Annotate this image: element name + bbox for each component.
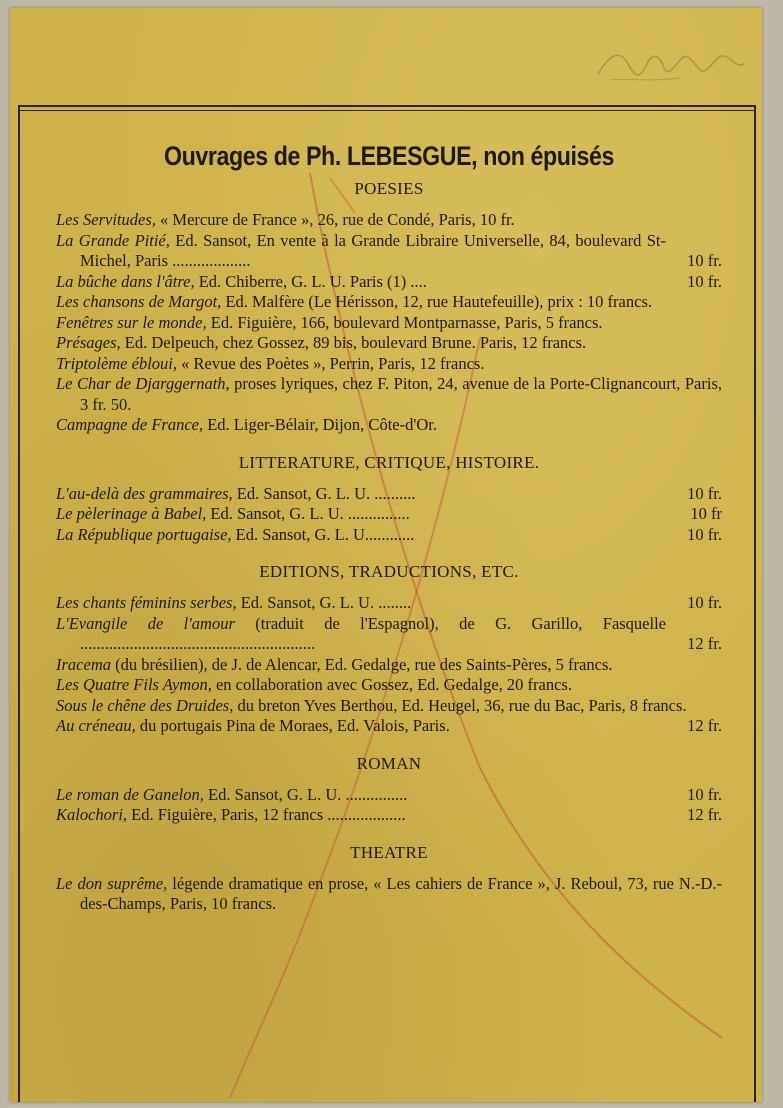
- list-item: Au créneau, du portugais Pina de Moraes, Ed. Valois, Paris. 12 fr.: [56, 716, 722, 735]
- poesies-list: [56, 210, 722, 436]
- top-rule: [18, 105, 756, 107]
- list-item: La République portugaise, Ed. Sansot, G. L. U............ 10 fr.: [56, 524, 722, 544]
- editions-list: [56, 593, 722, 737]
- roman-list: [56, 785, 722, 826]
- list-item: Campagne de France, Ed. Liger-Bélair, Dijon, Côte-d'Or.: [56, 415, 437, 434]
- top-rule-thin: [18, 110, 756, 111]
- list-item: Les chansons de Margot, Ed. Malfère (Le Hérisson, 12, rue Hautefeuille), prix : 10 francs.: [56, 292, 652, 311]
- section-heading-litterature: LITTERATURE, CRITIQUE, HISTOIRE.: [238, 452, 540, 472]
- frame-left-border: [18, 107, 20, 1102]
- list-item: Les Servitudes, « Mercure de France », 26, rue de Condé, Paris, 10 fr.: [56, 210, 515, 229]
- list-item: La bûche dans l'âtre, Ed. Chiberre, G. L. U. Paris (1) .... 10 fr.: [56, 271, 722, 291]
- section-heading-editions: EDITIONS, TRADUCTIONS, ETC.: [259, 562, 519, 581]
- handwritten-signature: [590, 34, 750, 94]
- list-item: Kalochori, Ed. Figuière, Paris, 12 francs ................... 12 fr.: [56, 805, 722, 824]
- list-item: Le Char de Djarggernath, proses lyriques, chez F. Piton, 24, avenue de la Porte-Clignancourt, Paris, 3 fr. 50.: [56, 374, 722, 414]
- document-title: Ouvrages de Ph. LEBESGUE, non épuisés: [164, 141, 614, 171]
- section-heading-poesies: POESIES: [354, 179, 424, 198]
- list-item: Iracema (du brésilien), de J. de Alencar, Ed. Gedalge, rue des Saints-Pères, 5 francs.: [56, 654, 613, 674]
- list-item: La Grande Pitié, Ed. Sansot, En vente à la Grande Libraire Universelle, 84, boulevard St-Michel, Paris ................... 10 fr.: [56, 230, 722, 270]
- list-item: L'Evangile de l'amour (traduit de l'Espagnol), de G. Garillo, Fasquelle ......................................................... 12 fr.: [56, 613, 722, 653]
- list-item: Sous le chêne des Druides, du breton Yves Berthou, Ed. Heugel, 36, rue du Bac, Paris, 8 francs.: [56, 695, 687, 715]
- document-content: [56, 140, 722, 915]
- frame-right-border: [754, 107, 756, 1102]
- litterature-list: [56, 484, 722, 546]
- section-heading-theatre: THEATRE: [350, 842, 428, 862]
- theatre-list: [56, 874, 722, 915]
- list-item: L'au-delà des grammaires, Ed. Sansot, G. L. U. .......... 10 fr.: [56, 483, 722, 503]
- list-item: Les chants féminins serbes, Ed. Sansot, G. L. U. ........ 10 fr.: [56, 593, 722, 612]
- document-sheet: [10, 8, 762, 1102]
- list-item: Le pèlerinage à Babel, Ed. Sansot, G. L. U. ............... 10 fr: [56, 504, 722, 523]
- list-item: Fenêtres sur le monde, Ed. Figuière, 166, boulevard Montparnasse, Paris, 5 francs.: [56, 312, 603, 332]
- list-item: Les Quatre Fils Aymon, en collaboration avec Gossez, Ed. Gedalge, 20 francs.: [56, 675, 572, 694]
- list-item: Le don suprême, légende dramatique en prose, « Les cahiers de France », J. Reboul, 73, rue N.-D.-des-Champs, Paris, 10 francs.: [56, 873, 723, 913]
- section-heading-roman: ROMAN: [356, 753, 422, 773]
- list-item: Présages, Ed. Delpeuch, chez Gossez, 89 bis, boulevard Brune. Paris, 12 francs.: [56, 333, 587, 352]
- list-item: Le roman de Ganelon, Ed. Sansot, G. L. U. ............... 10 fr.: [56, 784, 722, 804]
- list-item: Triptolème ébloui, « Revue des Poètes », Perrin, Paris, 12 francs.: [56, 353, 485, 373]
